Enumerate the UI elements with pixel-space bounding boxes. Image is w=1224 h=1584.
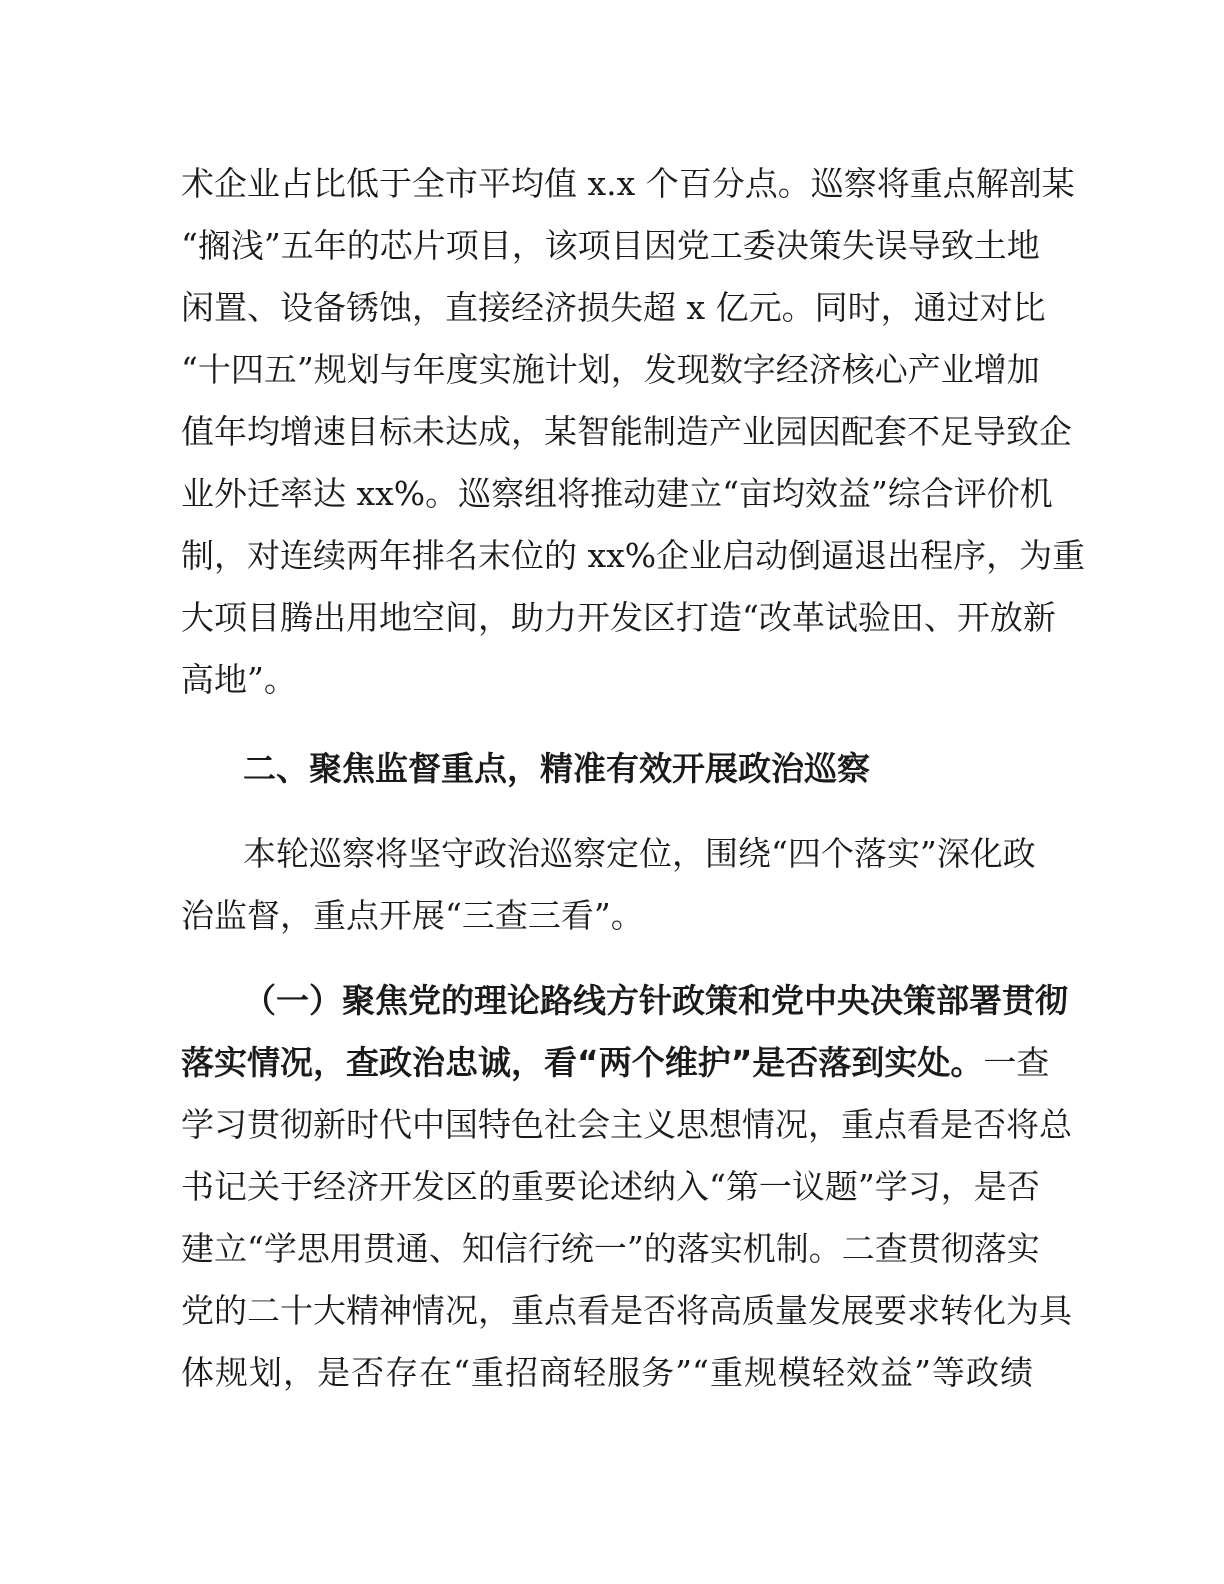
paragraph-line: 党的二十大精神情况，重点看是否将高质量发展要求转化为具	[181, 1291, 1072, 1330]
paragraph-line: 制，对连续两年排名末位的 xx%企业启动倒逼退出程序，为重	[181, 536, 1086, 575]
subsection-title-bold: 落实情况，查政治忠诚，看“两个维护”是否落到实处。	[181, 1043, 984, 1082]
subsection-title-continued	[181, 1039, 1050, 1087]
paragraph-line: 书记关于经济开发区的重要论述纳入“第一议题”学习，是否	[181, 1167, 1040, 1206]
paragraph-line: 值年均增速目标未达成，某智能制造产业园因配套不足导致企	[181, 412, 1072, 451]
paragraph-line: 本轮巡察将坚守政治巡察定位，围绕“四个落实”深化政	[243, 834, 1036, 873]
section-heading: 二、聚焦监督重点，精准有效开展政治巡察	[243, 749, 870, 788]
paragraph-line: 大项目腾出用地空间，助力开发区打造“改革试验田、开放新	[181, 598, 1056, 637]
paragraph-line: 高地”。	[181, 660, 297, 699]
paragraph-line: “搁浅”五年的芯片项目，该项目因党工委决策失误导致土地	[181, 226, 1040, 265]
paragraph-line: 业外迁率达 xx%。巡察组将推动建立“亩均效益”综合评价机	[181, 474, 1053, 513]
subsection-body-start: 一查	[983, 1043, 1050, 1082]
paragraph-line: 建立“学思用贯通、知信行统一”的落实机制。二查贯彻落实	[181, 1229, 1040, 1268]
paragraph-line: 学习贯彻新时代中国特色社会主义思想情况，重点看是否将总	[181, 1105, 1072, 1144]
paragraph-line: 闲置、设备锈蚀，直接经济损失超 x 亿元。同时，通过对比	[181, 288, 1046, 327]
paragraph-line: 体规划，是否存在“重招商轻服务”“重规模轻效益”等政绩	[181, 1353, 1033, 1392]
paragraph-line: 治监督，重点开展“三查三看”。	[181, 896, 644, 935]
paragraph-line: 术企业占比低于全市平均值 x.x 个百分点。巡察将重点解剖某	[181, 164, 1075, 203]
subsection-title: （一）聚焦党的理论路线方针政策和党中央决策部署贯彻	[243, 981, 1068, 1020]
paragraph-line: “十四五”规划与年度实施计划，发现数字经济核心产业增加	[181, 350, 1040, 389]
